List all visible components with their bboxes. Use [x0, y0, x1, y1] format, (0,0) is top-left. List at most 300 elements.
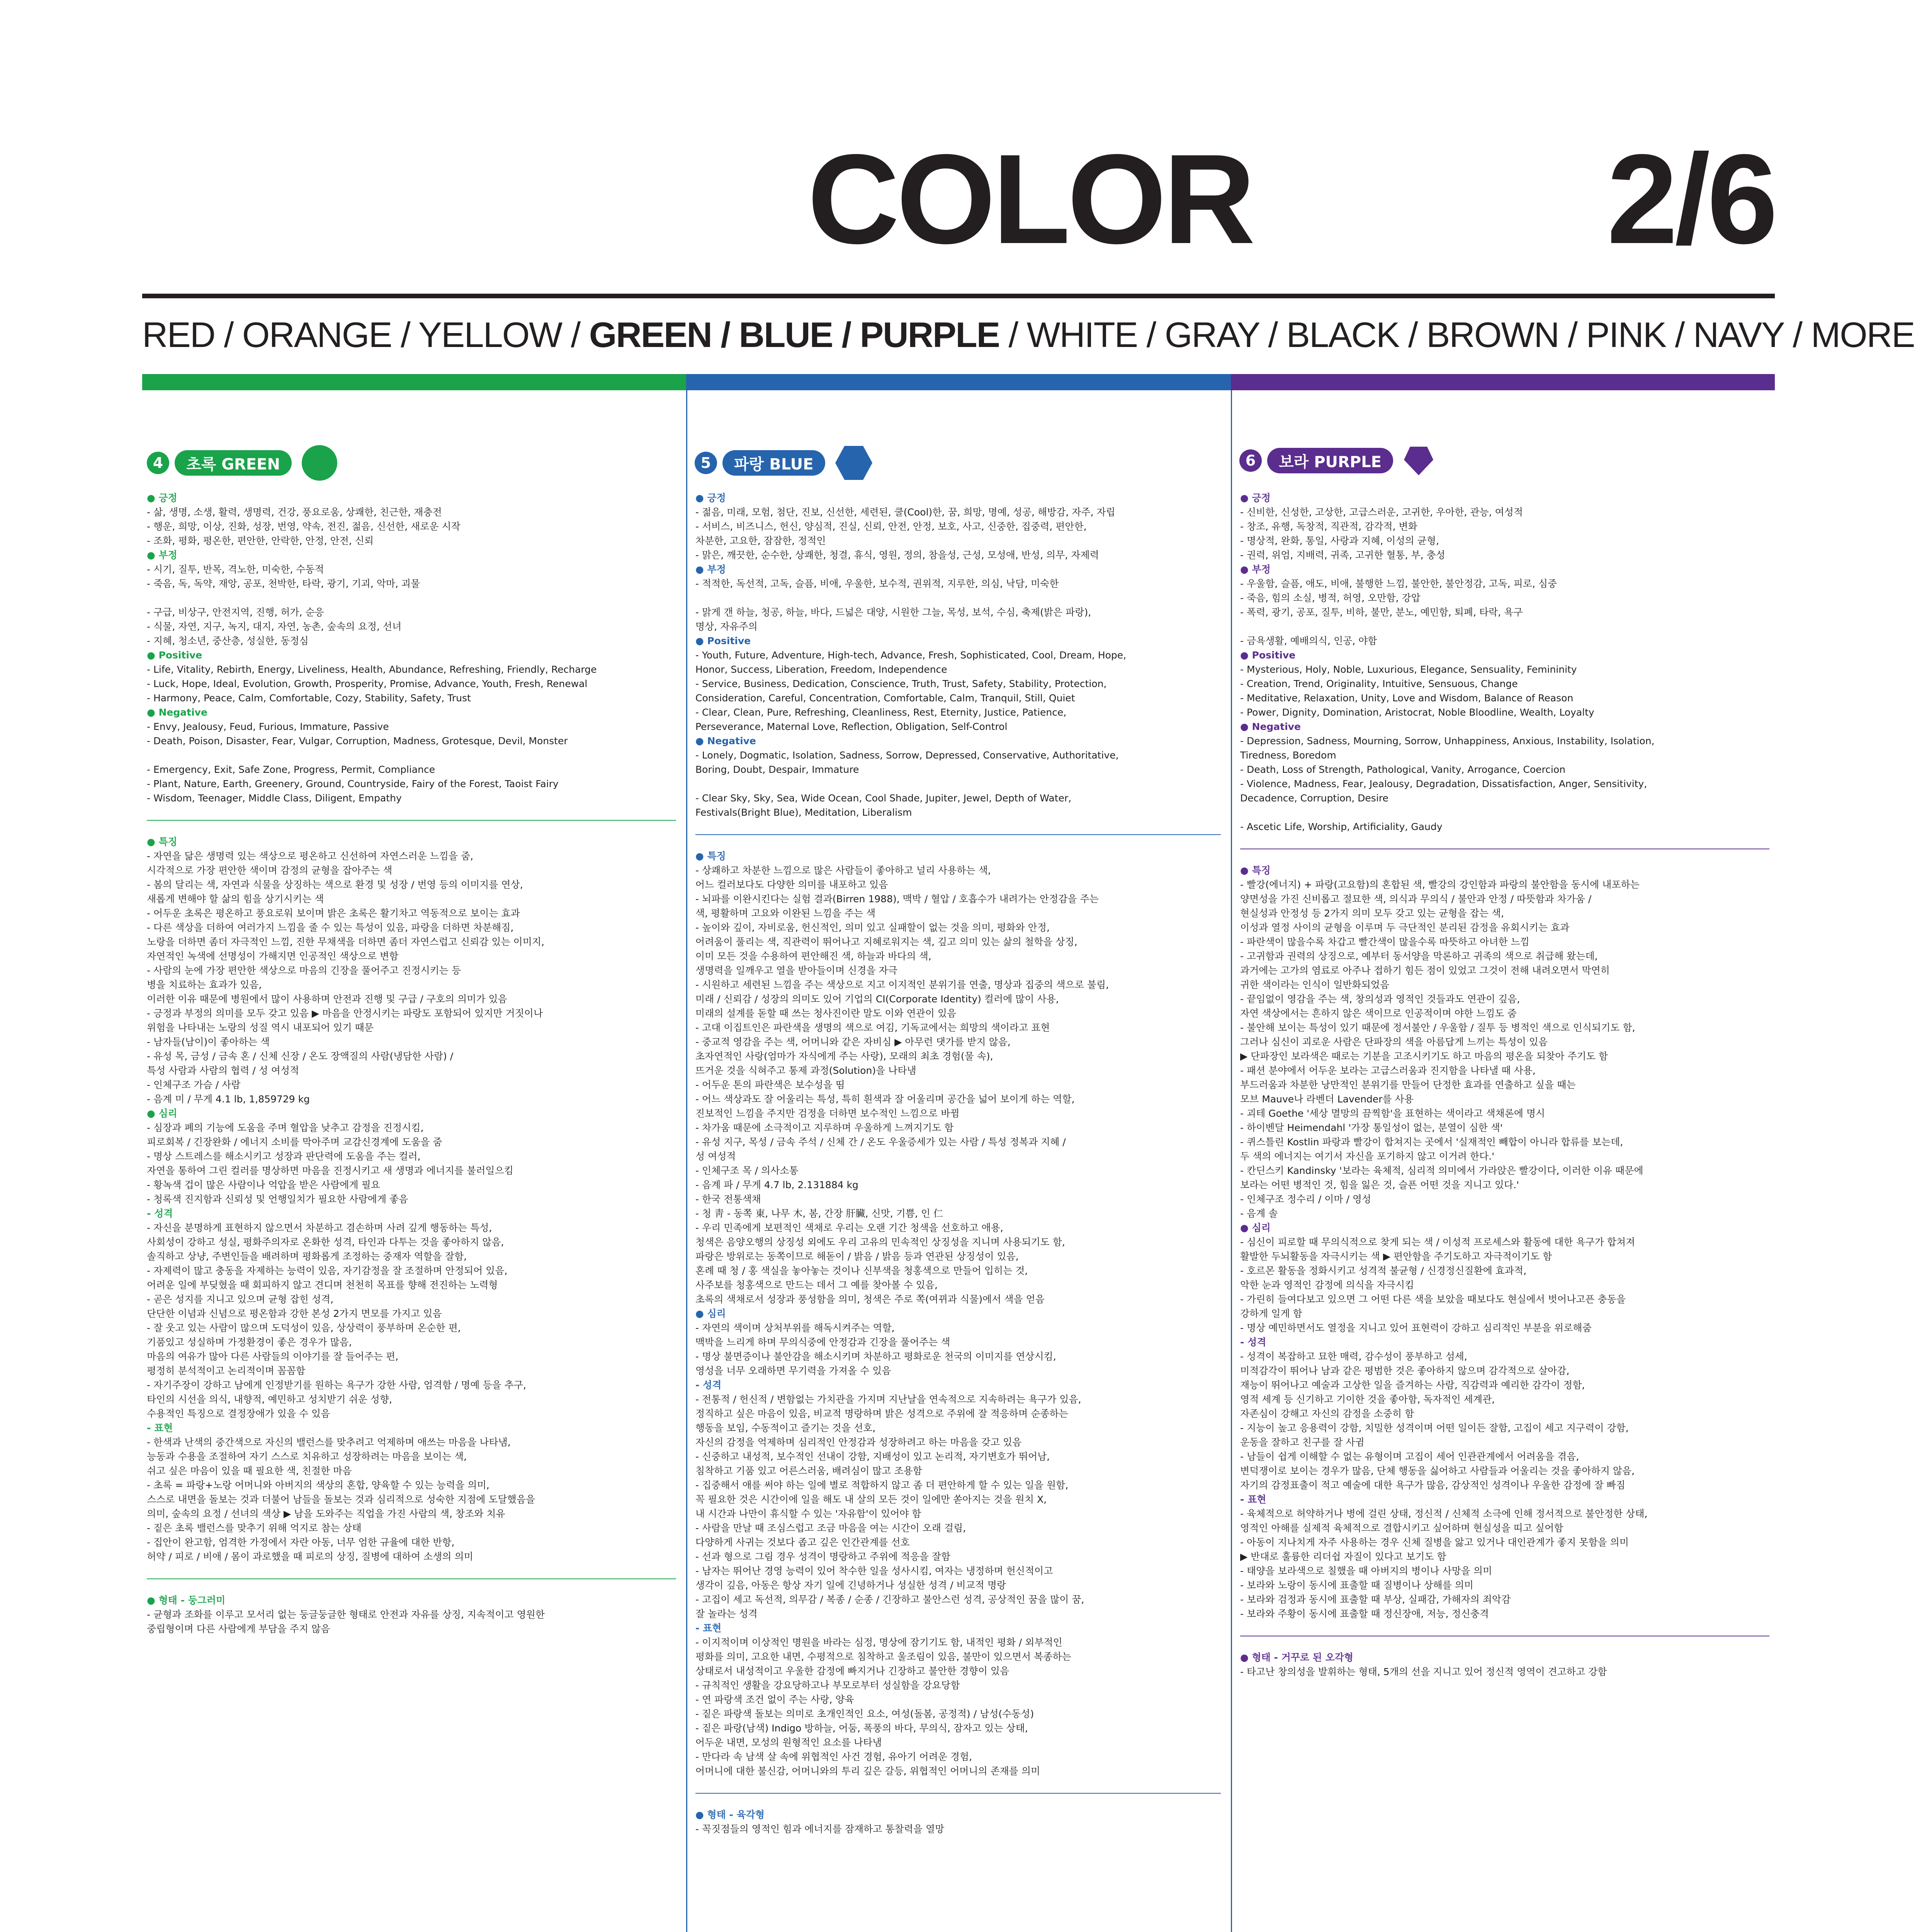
section-line: 정직하고 싶은 마음이 있음, 비교적 명랑하며 밝은 성격으로 주위에 잘 적응하며 순종하는	[695, 1408, 1068, 1419]
section-line: Decadence, Corruption, Desire	[1240, 793, 1388, 804]
section-line: 마음의 여유가 많아 다른 사람들의 이야기를 잘 들어주는 편,	[147, 1351, 399, 1362]
section-line: ▶ 단파장인 보라색은 때로는 기분을 고조시키기도 하고 마음의 평온을 되찾아 주기도 함	[1240, 1051, 1608, 1062]
section-title: ● 부정	[147, 549, 177, 561]
section-line: - 다른 색상을 더하여 여러가지 느낌을 줄 수 있는 특성이 있음, 파랑을 더하면 차분해짐,	[147, 922, 514, 933]
section-line: 어두운 내면, 모성의 원형적인 요소를 나타냄	[695, 1737, 882, 1748]
text-section	[695, 491, 1221, 562]
section-line: 침착하고 기품 있고 어른스러움, 배려심이 많고 조용함	[695, 1465, 922, 1476]
section-line: - Clear Sky, Sky, Sea, Wide Ocean, Cool Shade, Jupiter, Jewel, Depth of Water,	[695, 793, 1072, 804]
section-line: - Meditative, Relaxation, Unity, Love and Wisdom, Balance of Reason	[1240, 692, 1574, 704]
section-title: - 성격	[147, 1208, 173, 1219]
section-line: 모브 Mauve나 라벤더 Lavender를 사용	[1240, 1094, 1414, 1105]
section-line: Festivals(Bright Blue), Meditation, Liberalism	[695, 807, 912, 818]
section-line: - 금욕생활, 예배의식, 인공, 야함	[1240, 635, 1377, 646]
section-line: - 폭력, 광기, 공포, 질투, 비하, 불만, 분노, 예민함, 퇴폐, 타락, 욕구	[1240, 607, 1523, 618]
section-line: 재능이 뛰어나고 예술과 고상한 일을 즐겨하는 사람, 직감력과 예리한 감각이 정함,	[1240, 1379, 1585, 1391]
purple-header	[1239, 444, 1435, 477]
section-title: ● Negative	[695, 735, 756, 747]
section-line: - 봄의 달리는 색, 자연과 식물을 상징하는 색으로 환경 및 성장 / 번영 등의 이미지를 연상,	[147, 879, 523, 890]
section-line: 잘 놀라는 성격	[695, 1608, 758, 1619]
text-section	[695, 562, 1221, 634]
section-line: - 어두운 톤의 파란색은 보수성을 띰	[695, 1079, 845, 1090]
section-line: - 청록색 진지함과 신뢰성 및 언행일치가 필요한 사람에게 좋음	[147, 1194, 408, 1205]
section-title: - 표현	[1240, 1494, 1266, 1505]
section-line: 상태로서 내성적이고 우울한 감정에 빠지거나 긴장하고 불안한 경향이 있음	[695, 1665, 1009, 1677]
green-header	[147, 444, 338, 481]
section-line: 초록의 색채로서 성장과 풍성함을 의미, 청색은 주로 쪽(여뀌과 식물)에서 색을 얻음	[695, 1294, 1045, 1305]
section-line: - 빨강(에너지) + 파랑(고요함)의 혼합된 색, 빨강의 강인함과 파랑의 불안함을 동시에 내포하는	[1240, 879, 1640, 890]
section-line: - Emergency, Exit, Safe Zone, Progress, Permit, Compliance	[147, 764, 435, 775]
section-line: - 죽음, 힘의 소실, 병적, 허영, 오만함, 강압	[1240, 592, 1421, 604]
section-line: - 유성 목, 금성 / 금속 혼 / 신체 신장 / 온도 장액질의 사람(냉담한 사람) /	[147, 1051, 454, 1062]
text-section	[147, 548, 676, 648]
section-line: - 선과 형으로 그림 경우 성격이 명랑하고 주위에 적응을 잘함	[695, 1551, 951, 1562]
section-line: - 파란색이 많을수록 차갑고 빨간색이 많을수록 따뜻하고 아녀한 느낌	[1240, 936, 1530, 947]
section-title: - 표현	[147, 1422, 173, 1434]
section-line: - 균형과 조화를 이루고 모서리 없는 둥글둥글한 형태로 안전과 자유를 상징, 지속적이고 영원한	[147, 1609, 545, 1620]
green-name-pill: 초록 GREEN	[175, 450, 292, 476]
section-line: - 명상적, 완화, 통일, 사랑과 지혜, 이성의 균형,	[1240, 535, 1439, 546]
green-column-text	[147, 491, 676, 1636]
section-line: - 규칙적인 생활을 강요당하고나 부모로부터 성실함을 강요당함	[695, 1680, 960, 1691]
section-line: 단단한 이념과 신념으로 평온함과 강한 본성 2가지 면모를 가지고 있음	[147, 1308, 442, 1319]
text-section	[695, 1378, 1221, 1621]
section-line: - 고집이 세고 독선적, 의무감 / 복종 / 순종 / 긴장하고 불안스런 성격, 공상적인 꿈을 많이 꿈,	[695, 1594, 1084, 1605]
column-divider-right	[1231, 390, 1232, 1932]
section-line: - 자기주장이 강하고 남에게 인정받기를 원하는 욕구가 강한 사람, 엄격함 / 명예 등을 추구,	[147, 1379, 526, 1391]
section-line: - Violence, Madness, Fear, Jealousy, Degradation, Dissatisfaction, Anger, Sensitivity,	[1240, 778, 1647, 789]
text-section	[695, 1306, 1221, 1378]
section-line: 수용적인 특징으로 결정장애가 있을 수 있음	[147, 1408, 330, 1419]
section-title: ● 긍정	[1240, 492, 1271, 503]
section-title: ● Positive	[147, 650, 202, 661]
section-line: 귀한 색이라는 인식이 일반화되었음	[1240, 979, 1390, 990]
section-divider	[695, 834, 1221, 835]
section-line: 뜨거운 것을 식혀주고 통제 과정(Solution)을 나타냄	[695, 1065, 916, 1076]
section-line: - 식물, 자연, 지구, 녹지, 대지, 자연, 농촌, 숲속의 요정, 선녀	[147, 621, 402, 632]
section-line: - 청 靑 - 동쪽 東, 나무 木, 봄, 간장 肝臟, 신맛, 기쁨, 인 仁	[695, 1208, 943, 1219]
text-section	[1240, 1335, 1769, 1492]
section-title: ● 형태 - 둥그러미	[147, 1595, 226, 1606]
section-line: 성 여성적	[695, 1151, 736, 1162]
section-title: - 성격	[1240, 1337, 1266, 1348]
section-line: - 퀴스틀린 Kostlin 파랑과 빨강이 합쳐지는 곳에서 '실재적인 빼합이 아니라 합류를 보는데,	[1240, 1136, 1623, 1148]
section-line: 이성과 열정 사이의 균형을 이루며 두 극단적인 분리된 감정을 유회시키는 효과	[1240, 922, 1570, 933]
section-title: ● 긍정	[695, 492, 726, 503]
section-title: ● 심리	[147, 1108, 177, 1119]
section-line: ▶ 반대로 훌륭한 리더쉽 자질이 있다고 보기도 함	[1240, 1551, 1446, 1562]
section-line	[695, 591, 1221, 605]
section-line: 색, 평활하며 고요와 이완된 느낌을 주는 색	[695, 908, 876, 919]
purple-band	[1231, 374, 1775, 390]
text-section	[1240, 863, 1769, 1221]
section-line: 명상, 자유주의	[695, 621, 758, 632]
section-line: - Life, Vitality, Rebirth, Energy, Liveliness, Health, Abundance, Refreshing, Friendly, Recharge	[147, 664, 597, 675]
section-title: ● 부정	[695, 564, 726, 575]
section-line: 미래의 설계를 돋할 때 쓰는 청사진이란 말도 이와 연관이 있음	[695, 1008, 957, 1019]
section-line: 자연적인 녹색에 선명성이 가해지면 인공적인 색상으로 변함	[147, 951, 399, 962]
section-line: 어려움이 풀리는 색, 직관력이 뛰어나고 지혜로워지는 색, 깊고 의미 있는 삶의 철학을 상징,	[695, 936, 1077, 947]
section-line: - 유성 지구, 목성 / 금속 주석 / 신체 간 / 온도 우울증세가 있는 사람 / 특성 정복과 지혜 /	[695, 1136, 1066, 1148]
purple-number-badge: 6	[1239, 449, 1262, 472]
section-line: 어느 컬러보다도 다양한 의미를 내포하고 있음	[695, 879, 888, 890]
section-title: - 표현	[695, 1622, 722, 1634]
section-line: - 아동이 지나치게 자주 사용하는 경우 신체 질병을 앓고 있거나 대인관계가 좋지 못함을 의미	[1240, 1537, 1629, 1548]
section-line: - 칸딘스키 Kandinsky '보라는 육체적, 심리적 의미에서 가라앉은 빨강이다, 이러한 이유 때문에	[1240, 1165, 1643, 1176]
section-line	[695, 777, 1221, 791]
text-section	[147, 648, 676, 705]
section-line: 맥박을 느리게 하며 무의식중에 안정감과 긴장을 풀어주는 색	[695, 1337, 950, 1348]
section-line: 사회성이 강하고 성실, 평화주의자로 온화한 성격, 타인과 다투는 것을 좋아하지 않음,	[147, 1236, 504, 1248]
section-line: - 음계 파 / 무게 4.7 lb, 2.131884 kg	[695, 1179, 858, 1190]
section-line: 자연 색상에서는 흔하지 않은 색이므로 인공적이며 야한 느낌도 줌	[1240, 1008, 1517, 1019]
section-line: - 태양을 보라색으로 칠했을 때 아버지의 병이나 사망을 의미	[1240, 1565, 1492, 1577]
section-line: - 중교적 영감을 주는 색, 어머니와 같은 자비심 ▶ 아무런 댓가를 받지 않음,	[695, 1036, 1011, 1048]
section-line: 사주보를 청홍색으로 만드는 데서 그 예를 찾아볼 수 있음,	[695, 1279, 938, 1291]
section-line: 차분한, 고요한, 잠잠한, 정적인	[695, 535, 826, 546]
section-line: - 삶, 생명, 소생, 활력, 생명력, 건강, 풍요로움, 상쾌한, 친근한, 재충전	[147, 507, 442, 518]
section-line: 진보적인 느낌을 주지만 검정을 더하면 보수적인 느낌으로 바뀜	[695, 1108, 960, 1119]
section-line: - 심장과 폐의 기능에 도움을 주며 혈압을 낮추고 감정을 진정시킴,	[147, 1122, 424, 1133]
hexagon-shape-icon	[834, 444, 873, 481]
section-line: - 자연을 닮은 생명력 있는 색상으로 평온하고 신선하여 자연스러운 느낌을 줌,	[147, 850, 474, 862]
section-line: 부드러움과 차분한 낭만적인 분위기를 만들어 단정한 효과를 연출하고 싶을 때는	[1240, 1079, 1576, 1090]
blue-name-pill: 파랑 BLUE	[722, 450, 825, 476]
section-line: - 상쾌하고 차분한 느낌으로 많은 사람들이 좋아하고 널리 사용하는 색,	[695, 865, 991, 876]
section-line: - 젊음, 미래, 모험, 첨단, 진보, 신선한, 세련된, 쿨(Cool)한, 꿈, 희망, 명예, 성공, 해방감, 자주, 자립	[695, 507, 1115, 518]
section-line: - 육체적으로 허약하거나 병에 걸린 상태, 정신적 / 신체적 소극에 인해 정서적으로 불안정한 상태,	[1240, 1508, 1648, 1519]
section-line: Honor, Success, Liberation, Freedom, Independence	[695, 664, 947, 675]
section-line: - 곧은 성지를 지니고 있으며 균형 잡힌 성격,	[147, 1294, 334, 1305]
purple-column-text	[1240, 491, 1769, 1679]
section-line: 어려운 일에 부딪혔을 때 회피하지 않고 견디며 천천히 목표를 향해 전진하는 노력형	[147, 1279, 498, 1291]
section-line: - 남들이 쉽게 이해할 수 없는 유형이며 고집이 세어 인관관계에서 어려움을 겪음,	[1240, 1451, 1579, 1462]
section-line: Boring, Doubt, Despair, Immature	[695, 764, 859, 775]
section-line: - Youth, Future, Adventure, High-tech, Advance, Fresh, Sophisticated, Cool, Dream, Hope,	[695, 650, 1127, 661]
section-line: - 명상 불면증이나 불안감을 해소시키며 차분하고 평화로운 천국의 이미지를 연상시킴,	[695, 1351, 1056, 1362]
section-line: - 한국 전통색채	[695, 1194, 761, 1205]
text-section	[1240, 1650, 1769, 1679]
section-line: - 음계 솔	[1240, 1208, 1278, 1219]
section-line: - 고대 이집트인은 파란색을 생명의 색으로 여김, 기독교에서는 희망의 색이라고 표현	[695, 1022, 1050, 1033]
section-line: - 서비스, 비즈니스, 헌신, 양심적, 진실, 신뢰, 안전, 안정, 보호, 사고, 신중한, 집중력, 편안한,	[695, 521, 1087, 532]
text-section	[695, 1621, 1221, 1778]
section-title: ● 심리	[1240, 1222, 1271, 1233]
blue-header	[695, 444, 873, 481]
section-line	[147, 748, 676, 762]
section-line: - Lonely, Dogmatic, Isolation, Sadness, Sorrow, Depressed, Conservative, Authoritative,	[695, 750, 1119, 761]
section-line: - 한색과 난색의 중간색으로 자신의 밸런스를 맞추려고 억제하며 애쓰는 마음을 나타냄,	[147, 1437, 511, 1448]
section-line: - Envy, Jealousy, Feud, Furious, Immature, Passive	[147, 721, 389, 732]
section-line: 자연을 통하여 그린 컬러를 명상하면 마음을 진정시키고 새 생명과 에너지를 불러일으킴	[147, 1165, 513, 1176]
section-line: 영성을 너무 오래하면 무기력을 가져올 수 있음	[695, 1365, 891, 1376]
text-section	[147, 1206, 676, 1421]
section-line: - 자신을 분명하게 표현하지 않으면서 차분하고 겸손하며 사려 깊게 행동하는 특성,	[147, 1222, 492, 1233]
section-line: 특성 사람과 사람의 협력 / 성 여성적	[147, 1065, 299, 1076]
section-line: 현실성과 안정성 등 2가지 의미 모두 갖고 있는 균형을 잡는 색,	[1240, 908, 1504, 919]
section-line: - Luck, Hope, Ideal, Evolution, Growth, Prosperity, Promise, Advance, Youth, Fresh, Renewal	[147, 678, 588, 689]
section-line: - 짙은 초록 밸런스를 맞추기 위해 억지로 참는 상태	[147, 1522, 362, 1534]
section-line: - 창조, 유행, 독창적, 직관적, 감각적, 변화	[1240, 521, 1417, 532]
section-line: - 초록 = 파랑+노랑 어머니와 아버지의 색상의 혼합, 양육할 수 있는 능력을 의미,	[147, 1480, 489, 1491]
section-divider	[147, 820, 676, 821]
section-title: ● 부정	[1240, 564, 1271, 575]
section-divider	[695, 1793, 1221, 1794]
page-number: 2/6	[1607, 128, 1775, 270]
section-line: 다양하게 사귀는 것보다 좁고 깊은 인간관계를 선호	[695, 1537, 910, 1548]
section-line: 어머니에 대한 불신감, 어머니와의 투리 깊은 갈등, 위협적인 어머니의 존재를 의미	[695, 1765, 1040, 1777]
section-line: 내 시간과 나만이 휴식할 수 있는 '자유함'이 있어야 함	[695, 1508, 921, 1519]
section-line: - 어두운 초록은 평온하고 풍요로워 보이며 밝은 초록은 활기차고 역동적으로 보이는 효과	[147, 908, 520, 919]
text-section	[147, 491, 676, 548]
green-band	[142, 374, 686, 390]
section-line: - 심신이 피로할 때 무의식적으로 찾게 되는 색 / 이성적 프로세스와 활동에 대한 욕구가 합쳐져	[1240, 1236, 1635, 1248]
section-line: 청색은 음양오행의 상징성 외에도 우리 고유의 민속적인 상징성을 지니며 사용되기도 함,	[695, 1236, 1065, 1248]
section-line: - 보라와 검정과 동시에 표출할 때 부상, 실패감, 가해자의 죄악감	[1240, 1594, 1511, 1605]
text-section	[147, 1421, 676, 1564]
section-line: 스스로 내면을 돌보는 것과 더불어 남들을 돌보는 것과 심리적으로 성숙한 지점에 도달했음을	[147, 1494, 535, 1505]
section-line: - Wisdom, Teenager, Middle Class, Diligent, Empathy	[147, 793, 402, 804]
section-line: 활발한 두뇌활동을 자극시키는 색 ▶ 편안함을 주기도하고 자극적이기도 함	[1240, 1251, 1552, 1262]
section-line: - 신중하고 내성적, 보수적인 선내이 강함, 지배성이 있고 논리적, 자기변호가 뛰어남,	[695, 1451, 1050, 1462]
blue-column-text	[695, 491, 1221, 1836]
text-section	[147, 1593, 676, 1636]
section-line: 악한 눈과 영적인 감정에 의식을 자극시킴	[1240, 1279, 1414, 1291]
section-line: - 시기, 질투, 반목, 격노한, 미숙한, 수동적	[147, 564, 324, 575]
section-line: 두 색의 에너지는 여기서 자신을 포기하지 않고 이거려 한다.'	[1240, 1151, 1494, 1162]
color-list-bold: GREEN / BLUE / PURPLE	[589, 315, 999, 355]
section-line: 평정히 분석적이고 논리적이며 꼼꼼함	[147, 1365, 306, 1376]
section-line: - 고귀함과 권력의 상징으로, 예부터 동서양을 막론하고 귀족의 색으로 취급해 왔는데,	[1240, 951, 1598, 962]
section-line: - 황녹색 겁이 많은 사람이나 억압을 받은 사람에게 필요	[147, 1179, 380, 1190]
section-line	[1240, 619, 1769, 634]
section-line: Perseverance, Maternal Love, Reflection, Obligation, Self-Control	[695, 721, 1008, 732]
color-list-post: / WHITE / GRAY / BLACK / BROWN / PINK / NAVY / MORE	[999, 315, 1915, 355]
section-line: 강하게 일게 함	[1240, 1308, 1302, 1319]
section-line: - 짙은 파랑색 돌보는 의미로 초개인적인 요소, 여성(돌봄, 공정적) / 남성(수동성)	[695, 1708, 1034, 1719]
section-line: 병을 치료하는 효과가 있음,	[147, 979, 262, 990]
section-title: ● 긍정	[147, 492, 177, 503]
section-line: 자존심이 강해고 자신의 감정을 소중히 함	[1240, 1408, 1414, 1419]
section-line: - 죽음, 독, 독약, 재앙, 공포, 천박한, 타락, 광기, 기괴, 악마, 괴물	[147, 578, 420, 589]
section-line: - 명상 예민하면서도 열정을 지니고 있어 표현력이 강하고 심리적인 부분을 위로해줌	[1240, 1322, 1592, 1333]
section-line: - 불안해 보이는 특성이 있기 때문에 정서불안 / 우울함 / 질투 등 병적인 색으로 인식되기도 함,	[1240, 1022, 1635, 1033]
section-line: - 자제력이 많고 충동을 자제하는 능력이 있음, 자기감정을 잘 조절하며 안정되어 있음,	[147, 1265, 508, 1276]
section-line: - 맑은, 깨끗한, 순수한, 상쾌한, 청결, 휴식, 영원, 정의, 참을성, 근성, 모성애, 반성, 의무, 자제력	[695, 549, 1099, 561]
section-line: 미래 / 신뢰감 / 성장의 의미도 있어 기업의 CI(Corporate Identity) 컬러에 많이 사용,	[695, 993, 1059, 1005]
section-line: - 성격이 복잡하고 묘한 매력, 감수성이 풍부하고 섬세,	[1240, 1351, 1467, 1362]
section-line: - 인체구조 정수리 / 이마 / 영성	[1240, 1194, 1371, 1205]
section-line: Consideration, Careful, Concentration, Comfortable, Calm, Tranquil, Still, Quiet	[695, 692, 1075, 704]
section-line: - 남자들(남이)이 좋아하는 색	[147, 1036, 270, 1048]
section-line: 그러나 심신이 괴로운 사람은 단파장의 색을 아름답게 느끼는 특성이 있음	[1240, 1036, 1548, 1048]
section-line: - 전통적 / 헌신적 / 변함없는 가치관을 가지며 지난날을 연속적으로 지속하려는 욕구가 있음,	[695, 1394, 1081, 1405]
section-line	[147, 591, 676, 605]
text-section	[695, 849, 1221, 1306]
section-line: 초자연적인 사랑(엄마가 자식에게 주는 사랑), 모래의 최초 경험(물 속),	[695, 1051, 993, 1062]
header-rule	[142, 294, 1775, 298]
section-line: 피로회복 / 긴장완화 / 에너지 소비를 막아주며 교감신경계에 도움을 줌	[147, 1136, 442, 1148]
section-line: - 하이벤달 Heimendahl '가장 통일성이 없는, 분열이 심한 색'	[1240, 1122, 1503, 1133]
section-line: - Creation, Trend, Originality, Intuitive, Sensuous, Change	[1240, 678, 1518, 689]
section-line: 이미 모든 것을 수용하여 편안해진 색, 하늘과 바다의 색,	[695, 951, 931, 962]
text-section	[695, 734, 1221, 820]
text-section	[1240, 1492, 1769, 1621]
section-line: - 조화, 평화, 평온한, 편안한, 안락한, 안정, 안전, 신뢰	[147, 535, 374, 546]
section-divider	[147, 1578, 676, 1579]
section-line: 생각이 깊음, 아동은 항상 자기 일에 긴녕하거나 성실한 성격 / 비교적 명랑	[695, 1580, 1006, 1591]
section-line: - 긍정과 부정의 의미를 모두 갖고 있음 ▶ 마음을 안정시키는 파랑도 포함되어 있지만 거짓이나	[147, 1008, 543, 1019]
section-line: 파랑은 방위로는 동쪽이므로 해돋이 / 밝음 / 밝음 등과 연관된 상징성이 있음,	[695, 1251, 1019, 1262]
green-number-badge: 4	[147, 452, 169, 474]
section-title: ● 특징	[695, 850, 726, 862]
section-line: - 뇌파를 이완시킨다는 실험 결과(Birren 1988), 맥박 / 혈압 / 호흡수가 내려가는 안정감을 주는	[695, 893, 1099, 905]
section-line: 과거에는 고가의 염료로 아주나 접하기 힘든 점이 있었고 그것이 전해 내려오면서 막연히	[1240, 965, 1610, 976]
section-line: - 인체구조 가슴 / 사람	[147, 1079, 241, 1090]
section-line: - 지혜, 청소년, 중산층, 성실한, 동정심	[147, 635, 309, 646]
section-line: - 타고난 창의성을 발휘하는 형태, 5개의 선을 지니고 있어 정신적 영역이 견고하고 강함	[1240, 1666, 1607, 1677]
section-line: 솔직하고 상냥, 주변인들을 배려하며 평화롭게 조정하는 중재자 역할을 잘함,	[147, 1251, 467, 1262]
section-line: - 행운, 희망, 이상, 진화, 성장, 번영, 약속, 전진, 젊음, 신선한, 새로운 시작	[147, 521, 461, 532]
section-line: 행동을 보임, 수동적이고 즐기는 것을 선호,	[695, 1422, 876, 1434]
section-line: 의미, 숲속의 요정 / 선녀의 색상 ▶ 남을 도와주는 직업을 가진 사람의 색, 창조와 치유	[147, 1508, 505, 1519]
inverted-pentagon-shape-icon	[1402, 444, 1435, 477]
section-line: 꼭 필요한 것은 시간이에 일을 해도 내 살의 모든 것이 일에만 쏟아지는 것을 원치 X,	[695, 1494, 1047, 1505]
section-line: 평화를 의미, 고요한 내면, 수평적으로 침착하고 울조림이 있음, 불만이 있으면서 복종하는	[695, 1651, 1071, 1662]
section-line: - 사람을 만날 때 조심스럽고 조금 마음을 여는 시간이 오래 걸림,	[695, 1522, 966, 1534]
section-line: - 짙은 파랑(남색) Indigo 방하늘, 어둠, 폭풍의 바다, 무의식, 잠자고 있는 상태,	[695, 1723, 1028, 1734]
section-line: - Ascetic Life, Worship, Artificiality, Gaudy	[1240, 821, 1443, 832]
section-line: - 남자는 뛰어난 경영 능력이 있어 착수한 일을 성사시킴, 여자는 냉정하며 헌신적이고	[695, 1565, 1053, 1577]
text-section	[1240, 719, 1769, 834]
section-line: - 맑게 갠 하늘, 청공, 하늘, 바다, 드넓은 대양, 시원한 그늘, 목성, 보석, 수심, 축제(밝은 파랑),	[695, 607, 1091, 618]
section-line: 중립형이며 다른 사람에게 부담을 주지 않음	[147, 1623, 330, 1634]
section-line: - 꼭짓점들의 영적인 힘과 에너지를 잠재하고 통찰력을 열망	[695, 1823, 945, 1835]
section-line: - 구급, 비상구, 안전지역, 진행, 허가, 순응	[147, 607, 324, 618]
section-line	[1240, 805, 1769, 820]
color-list-pre: RED / ORANGE / YELLOW /	[142, 315, 589, 355]
section-title: ● Negative	[147, 707, 207, 718]
color-list	[142, 315, 1915, 355]
section-line: - 명상 스트레스를 해소시키고 성장과 판단력에 도움을 주는 컬러,	[147, 1151, 421, 1162]
section-line: - Depression, Sadness, Mourning, Sorrow, Unhappiness, Anxious, Instability, Isolation,	[1240, 735, 1655, 747]
section-line: 생명력을 일깨우고 열을 받아들이며 신경을 자극	[695, 965, 897, 976]
section-line: Tiredness, Boredom	[1240, 750, 1336, 761]
section-line: - 어느 색상과도 잘 어울리는 특성, 특히 흰색과 잘 어울리며 공간을 넓어 보이게 하는 역할,	[695, 1094, 1075, 1105]
blue-band	[686, 374, 1231, 390]
section-title: ● 특징	[147, 836, 177, 847]
section-line: 영적인 아해를 실제적 육체적으로 결합시키고 싶어하며 현실성을 띠고 싶어함	[1240, 1522, 1564, 1534]
section-title: ● 형태 - 거꾸로 된 오각형	[1240, 1652, 1354, 1663]
section-line: 허약 / 피로 / 비애 / 몸이 과로했을 때 피로의 상징, 질병에 대하여 소생의 의미	[147, 1551, 473, 1562]
section-line: 보라는 어떤 병적인 것, 힘을 잃은 것, 슬픈 어떤 것을 지니고 있다.'	[1240, 1179, 1519, 1190]
text-section	[147, 1106, 676, 1206]
section-title: ● 형태 - 육각형	[695, 1809, 765, 1820]
text-section	[1240, 648, 1769, 719]
text-section	[1240, 1221, 1769, 1335]
page-title: COLOR	[807, 128, 1253, 270]
section-line: - 적적한, 독선적, 고독, 슬픔, 비애, 우울한, 보수적, 권위적, 지루한, 의심, 낙담, 미숙한	[695, 578, 1059, 589]
section-line: - 지능이 높고 응용력이 강함, 치밀한 성격이며 어떤 일이든 잘함, 고집이 세고 지구력이 강함,	[1240, 1422, 1629, 1434]
section-line: - 호르몬 활동을 정화시키고 성격적 불균형 / 신경정신질환에 효과적,	[1240, 1265, 1527, 1276]
section-line: 기품있고 성실하며 가정환경이 좋은 경우가 많음,	[147, 1337, 352, 1348]
section-line: - 사람의 눈에 가장 편안한 색상으로 마음의 긴장을 풀어주고 진정시키는 등	[147, 965, 461, 976]
section-line: 위험을 나타내는 노랑의 성질 역시 내포되어 있기 때문	[147, 1022, 374, 1033]
section-title: ● Negative	[1240, 721, 1301, 732]
section-line: - 음계 미 / 무게 4.1 lb, 1,859729 kg	[147, 1094, 310, 1105]
text-section	[1240, 562, 1769, 648]
section-line: - 보라와 노랑이 동시에 표출할 때 질병이나 상해를 의미	[1240, 1580, 1473, 1591]
section-line: - 끝임없이 영감을 주는 색, 창의성과 영적인 것들과도 연관이 깊음,	[1240, 993, 1520, 1005]
section-line: - 높이와 깊이, 자비로움, 헌신적인, 의미 있고 실패할이 없는 것을 의미, 평화와 안정,	[695, 922, 1050, 933]
section-line: - 우울함, 슬픔, 애도, 비애, 불행한 느낌, 불안한, 불안정감, 고독, 피로, 심중	[1240, 578, 1557, 589]
section-line: - 연 파랑색 조건 없이 주는 사랑, 양육	[695, 1694, 854, 1705]
text-section	[1240, 491, 1769, 562]
column-divider-left	[686, 390, 687, 1932]
blue-number-badge: 5	[695, 452, 717, 474]
section-line: - Death, Loss of Strength, Pathological, Vanity, Arrogance, Coercion	[1240, 764, 1565, 775]
section-line: - Mysterious, Holy, Noble, Luxurious, Elegance, Sensuality, Femininity	[1240, 664, 1577, 675]
section-line: - 신비한, 신성한, 고상한, 고급스러운, 고귀한, 우아한, 관능, 여성적	[1240, 507, 1523, 518]
section-line: 시각적으로 가장 편안한 색이며 감정의 균형을 잡아주는 색	[147, 865, 393, 876]
purple-name-pill: 보라 PURPLE	[1267, 448, 1393, 473]
section-line: - Plant, Nature, Earth, Greenery, Ground, Countryside, Fairy of the Forest, Taoist Fairy	[147, 778, 559, 789]
section-line: - 보라와 주황이 동시에 표출할 때 정신장애, 저능, 정신충격	[1240, 1608, 1489, 1619]
section-line: - 가린히 들여다보고 있으면 그 어떤 다른 색을 보았을 때보다도 현실에서 벗어나고픈 충동을	[1240, 1294, 1626, 1305]
section-line: 능동과 수용을 조절하여 자기 스스로 치유하고 성장하려는 마음을 보이는 색,	[147, 1451, 467, 1462]
section-title: ● Positive	[1240, 650, 1296, 661]
text-section	[695, 634, 1221, 734]
section-line: - 이지적이며 이상적인 명원을 바라는 심정, 명상에 잠기기도 함, 내적인 평화 / 외부적인	[695, 1637, 1062, 1648]
section-title: - 성격	[695, 1379, 722, 1391]
section-line: - Death, Poison, Disaster, Fear, Vulgar, Corruption, Madness, Grotesque, Devil, Monster	[147, 735, 568, 747]
section-line: 변덕쟁이로 보이는 경우가 많음, 단체 행동을 싫어하고 사람들과 어울리는 것을 좋아하지 않음,	[1240, 1465, 1635, 1476]
section-line: 영적 세계 등 신기하고 기이한 것을 좋아함, 독자적인 세계관,	[1240, 1394, 1495, 1405]
section-line: - 잘 웃고 있는 사람이 많으며 도덕성이 있음, 상상력이 풍부하며 온순한 편,	[147, 1322, 461, 1333]
section-line: 미적감각이 뛰어나 남과 같은 평범한 것은 좋아하지 않으며 감각적으로 살아감,	[1240, 1365, 1570, 1376]
section-line: - 자연의 색이며 상처부위를 해독시켜주는 역할,	[695, 1322, 895, 1333]
section-line: - 만다라 속 남색 살 속에 위협적인 사건 경험, 유아기 어려운 경험,	[695, 1751, 972, 1762]
section-line: - 권력, 위엄, 지배력, 귀족, 고귀한 혈통, 부, 충성	[1240, 549, 1445, 561]
section-line: 노랑을 더하면 좀더 자극적인 느낌, 진한 무채색을 더하면 좀더 자연스럽고 신뢰감 있는 이미지,	[147, 936, 544, 947]
section-line: - 집안이 완고함, 엄격한 가정에서 자란 아동, 너무 엄한 규율에 대한 반항,	[147, 1537, 455, 1548]
circle-shape-icon	[301, 444, 338, 481]
section-line: - 시원하고 세련된 느낌을 주는 색상으로 지고 이지적인 분위기를 연출, 명상과 집중의 색으로 불림,	[695, 979, 1109, 990]
section-line: - 인체구조 목 / 의사소통	[695, 1165, 799, 1176]
text-section	[695, 1808, 1221, 1836]
text-section	[147, 835, 676, 1106]
section-title: ● 특징	[1240, 865, 1271, 876]
section-line: 타인의 시선을 의식, 내향적, 예민하고 성치받기 쉬운 성향,	[147, 1394, 392, 1405]
section-line: - 차가움 때문에 소극적이고 지루하며 우울하게 느껴지기도 함	[695, 1122, 954, 1133]
text-section	[147, 705, 676, 805]
section-line: - 패션 분야에서 어두운 보라는 고급스러움과 진지함을 나타낼 때 사용,	[1240, 1065, 1536, 1076]
section-line: - Service, Business, Dedication, Conscience, Truth, Trust, Safety, Stability, Protection,	[695, 678, 1107, 689]
section-line: - 우리 민족에게 보편적인 색채로 우리는 오랜 기간 청색을 선호하고 애용,	[695, 1222, 1003, 1233]
section-line: 자신의 감정을 억제하며 심리적인 안정감과 성장하려고 하는 마음을 갖고 있음	[695, 1437, 1022, 1448]
section-line: 새롭게 변해야 할 삶의 힘을 상기시키는 색	[147, 893, 324, 905]
section-title: ● 심리	[695, 1308, 726, 1319]
section-title: ● Positive	[695, 635, 751, 646]
section-line: 양면성을 가진 신비롭고 절묘한 색, 의식과 무의식 / 불안과 안정 / 따뜻함과 차가움 /	[1240, 893, 1592, 905]
section-line: - Power, Dignity, Domination, Aristocrat, Noble Bloodline, Wealth, Loyalty	[1240, 707, 1594, 718]
section-line: 이러한 이유 때문에 병원에서 많이 사용하며 안전과 진행 및 구급 / 구호의 의미가 있음	[147, 993, 507, 1005]
section-line: 혼례 때 청 / 홍 색실을 놓아놓는 것이나 신부색을 청홍색으로 만들어 입히는 것,	[695, 1265, 1028, 1276]
section-line: - Harmony, Peace, Calm, Comfortable, Cozy, Stability, Safety, Trust	[147, 692, 471, 704]
section-line: - 괴테 Goethe '세상 멸망의 끔찍함'을 표현하는 색이라고 색채론에 명시	[1240, 1108, 1545, 1119]
section-line: 자기의 감정표출이 적고 예술에 대한 욕구가 많음, 감상적인 성격이나 우울한 감정에 잘 빠짐	[1240, 1480, 1625, 1491]
section-line: 쉬고 싶은 마음이 있을 때 필요한 색, 친절한 마음	[147, 1465, 352, 1476]
